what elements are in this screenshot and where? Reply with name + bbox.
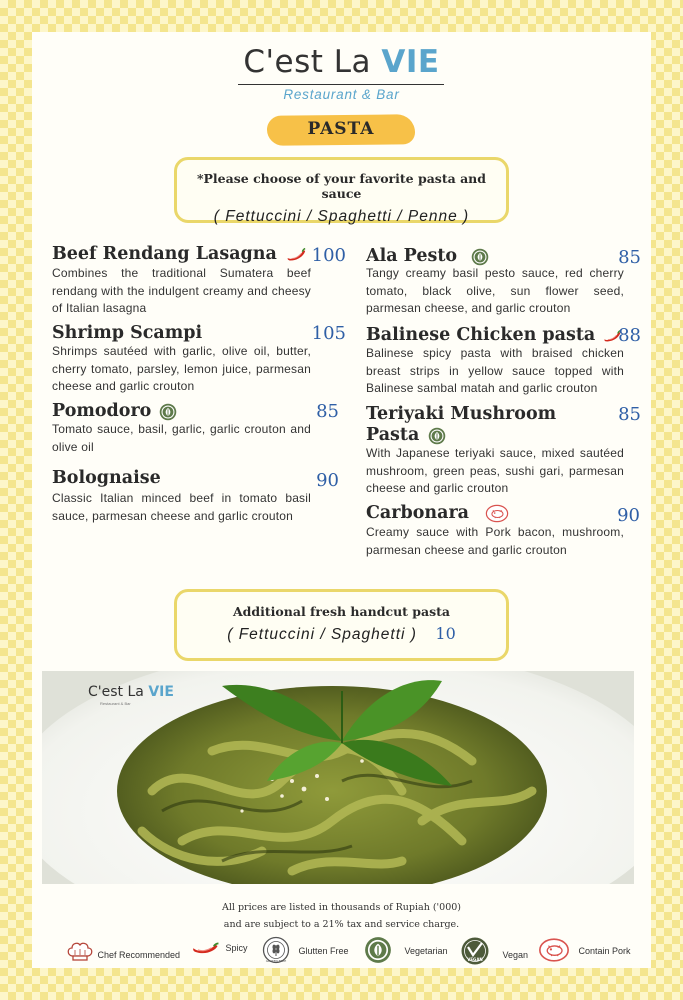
menu-item-price: 85 (316, 401, 339, 422)
legend-label: Vegan (502, 950, 528, 961)
menu-item-description: Classic Italian minced beef in tomato basil sauce, parmesan cheese and garlic crouton (52, 491, 311, 523)
vegetarian-icon (471, 248, 489, 266)
legend-vegetarian (364, 936, 448, 964)
menu-item-name: Pomodoro (52, 401, 177, 421)
menu-item-price: 90 (316, 470, 339, 491)
vegetarian-icon (428, 427, 446, 445)
legend-label: Glutten Free (298, 946, 349, 957)
menu-item-name: Bolognaise (52, 468, 161, 488)
photo-watermark-logo: C'est La VIE (88, 684, 174, 700)
vegetarian-icon (364, 936, 392, 964)
legend-contain-pork (538, 937, 630, 963)
brand-logo (0, 44, 683, 80)
legend-label: Contain Pork (578, 946, 631, 957)
photo-watermark-tagline: Restaurant & Bar (100, 701, 131, 706)
vegan-icon (460, 936, 490, 966)
pasta-choice-options: ( Fettuccini / Spaghetti / Penne ) (213, 208, 470, 225)
menu-item-name: Ala Pesto (366, 246, 489, 266)
brand-name-prefix: C'est La (243, 44, 382, 80)
brand-name-highlight: VIE (381, 44, 440, 80)
menu-item-name: Carbonara (366, 503, 509, 523)
menu-item-description: Balinese spicy pasta with braised chicken breast strips in yellow sauce topped with Balinese sambal matah and garlic crouton (366, 346, 624, 395)
menu-item-name: Beef Rendang Lasagna (52, 244, 307, 264)
legend-label: Vegetarian (404, 946, 448, 957)
menu-item-description: With Japanese teriyaki sauce, mixed sautéed mushroom, green peas, sushi gari, parmesan cheese and garlic crouton (366, 446, 624, 495)
legend-gluten-free (262, 936, 348, 964)
gluten-free-icon (262, 936, 290, 964)
legend-label: Chef Recommended (97, 950, 180, 961)
legend-vegan (460, 936, 528, 966)
svg-text:GLUTEN FREE: GLUTEN FREE (265, 959, 287, 963)
legend-label: Spicy (225, 943, 248, 954)
legend-spicy (191, 936, 247, 958)
menu-item-name: Balinese Chicken pasta (366, 325, 622, 345)
pork-icon (538, 937, 570, 963)
menu-item-price: 105 (311, 323, 346, 344)
chef-hat-icon (66, 940, 94, 962)
brand-tagline: Restaurant & Bar (283, 87, 400, 102)
logo-divider (238, 84, 444, 85)
chili-icon (188, 932, 221, 962)
menu-item-name-continued: Pasta (366, 425, 446, 445)
menu-item-name: Teriyaki Mushroom (366, 404, 557, 424)
menu-item-description: Creamy sauce with Pork bacon, mushroom, parmesan cheese and garlic crouton (366, 525, 624, 557)
additional-pasta-title: Additional fresh handcut pasta (232, 604, 451, 619)
vegetarian-icon (159, 403, 177, 421)
svg-text:VEGAN: VEGAN (467, 957, 483, 962)
pasta-choice-note (174, 157, 509, 223)
pasta-choice-instruction: *Please choose of your favorite pasta and sauce (196, 171, 486, 201)
price-note-line2: and are subject to a 21% tax and service charge. (223, 919, 460, 930)
menu-item-description: Tangy creamy basil pesto sauce, red cherry tomato, black olive, sun flower seed, parmesan cheese, and garlic crouton (366, 266, 624, 315)
price-note-line1: All prices are listed in thousands of Rupiah ('000) (222, 902, 461, 913)
menu-item-price: 100 (311, 245, 346, 266)
menu-item-description: Shrimps sautéed with garlic, olive oil, butter, cherry tomato, parsley, lemon juice, parmesan cheese and garlic crouton (52, 344, 311, 393)
additional-pasta-options: ( Fettuccini / Spaghetti ) (227, 626, 417, 643)
additional-pasta-price: 10 (435, 624, 456, 643)
additional-pasta-note (174, 589, 509, 661)
menu-item-price: 90 (617, 505, 640, 526)
menu-item-price: 85 (618, 404, 641, 425)
legend-chef-recommended (66, 940, 180, 962)
menu-item-price: 88 (618, 325, 641, 346)
menu-item-description: Combines the traditional Sumatera beef rendang with the indulgent creamy and cheesy of Italian lasagna (52, 266, 311, 315)
menu-item-description: Tomato sauce, basil, garlic, garlic crouton and olive oil (52, 422, 311, 454)
pork-icon (485, 504, 509, 523)
section-title: PASTA (307, 119, 375, 139)
menu-item-name: Shrimp Scampi (52, 323, 203, 343)
menu-item-price: 85 (618, 247, 641, 268)
